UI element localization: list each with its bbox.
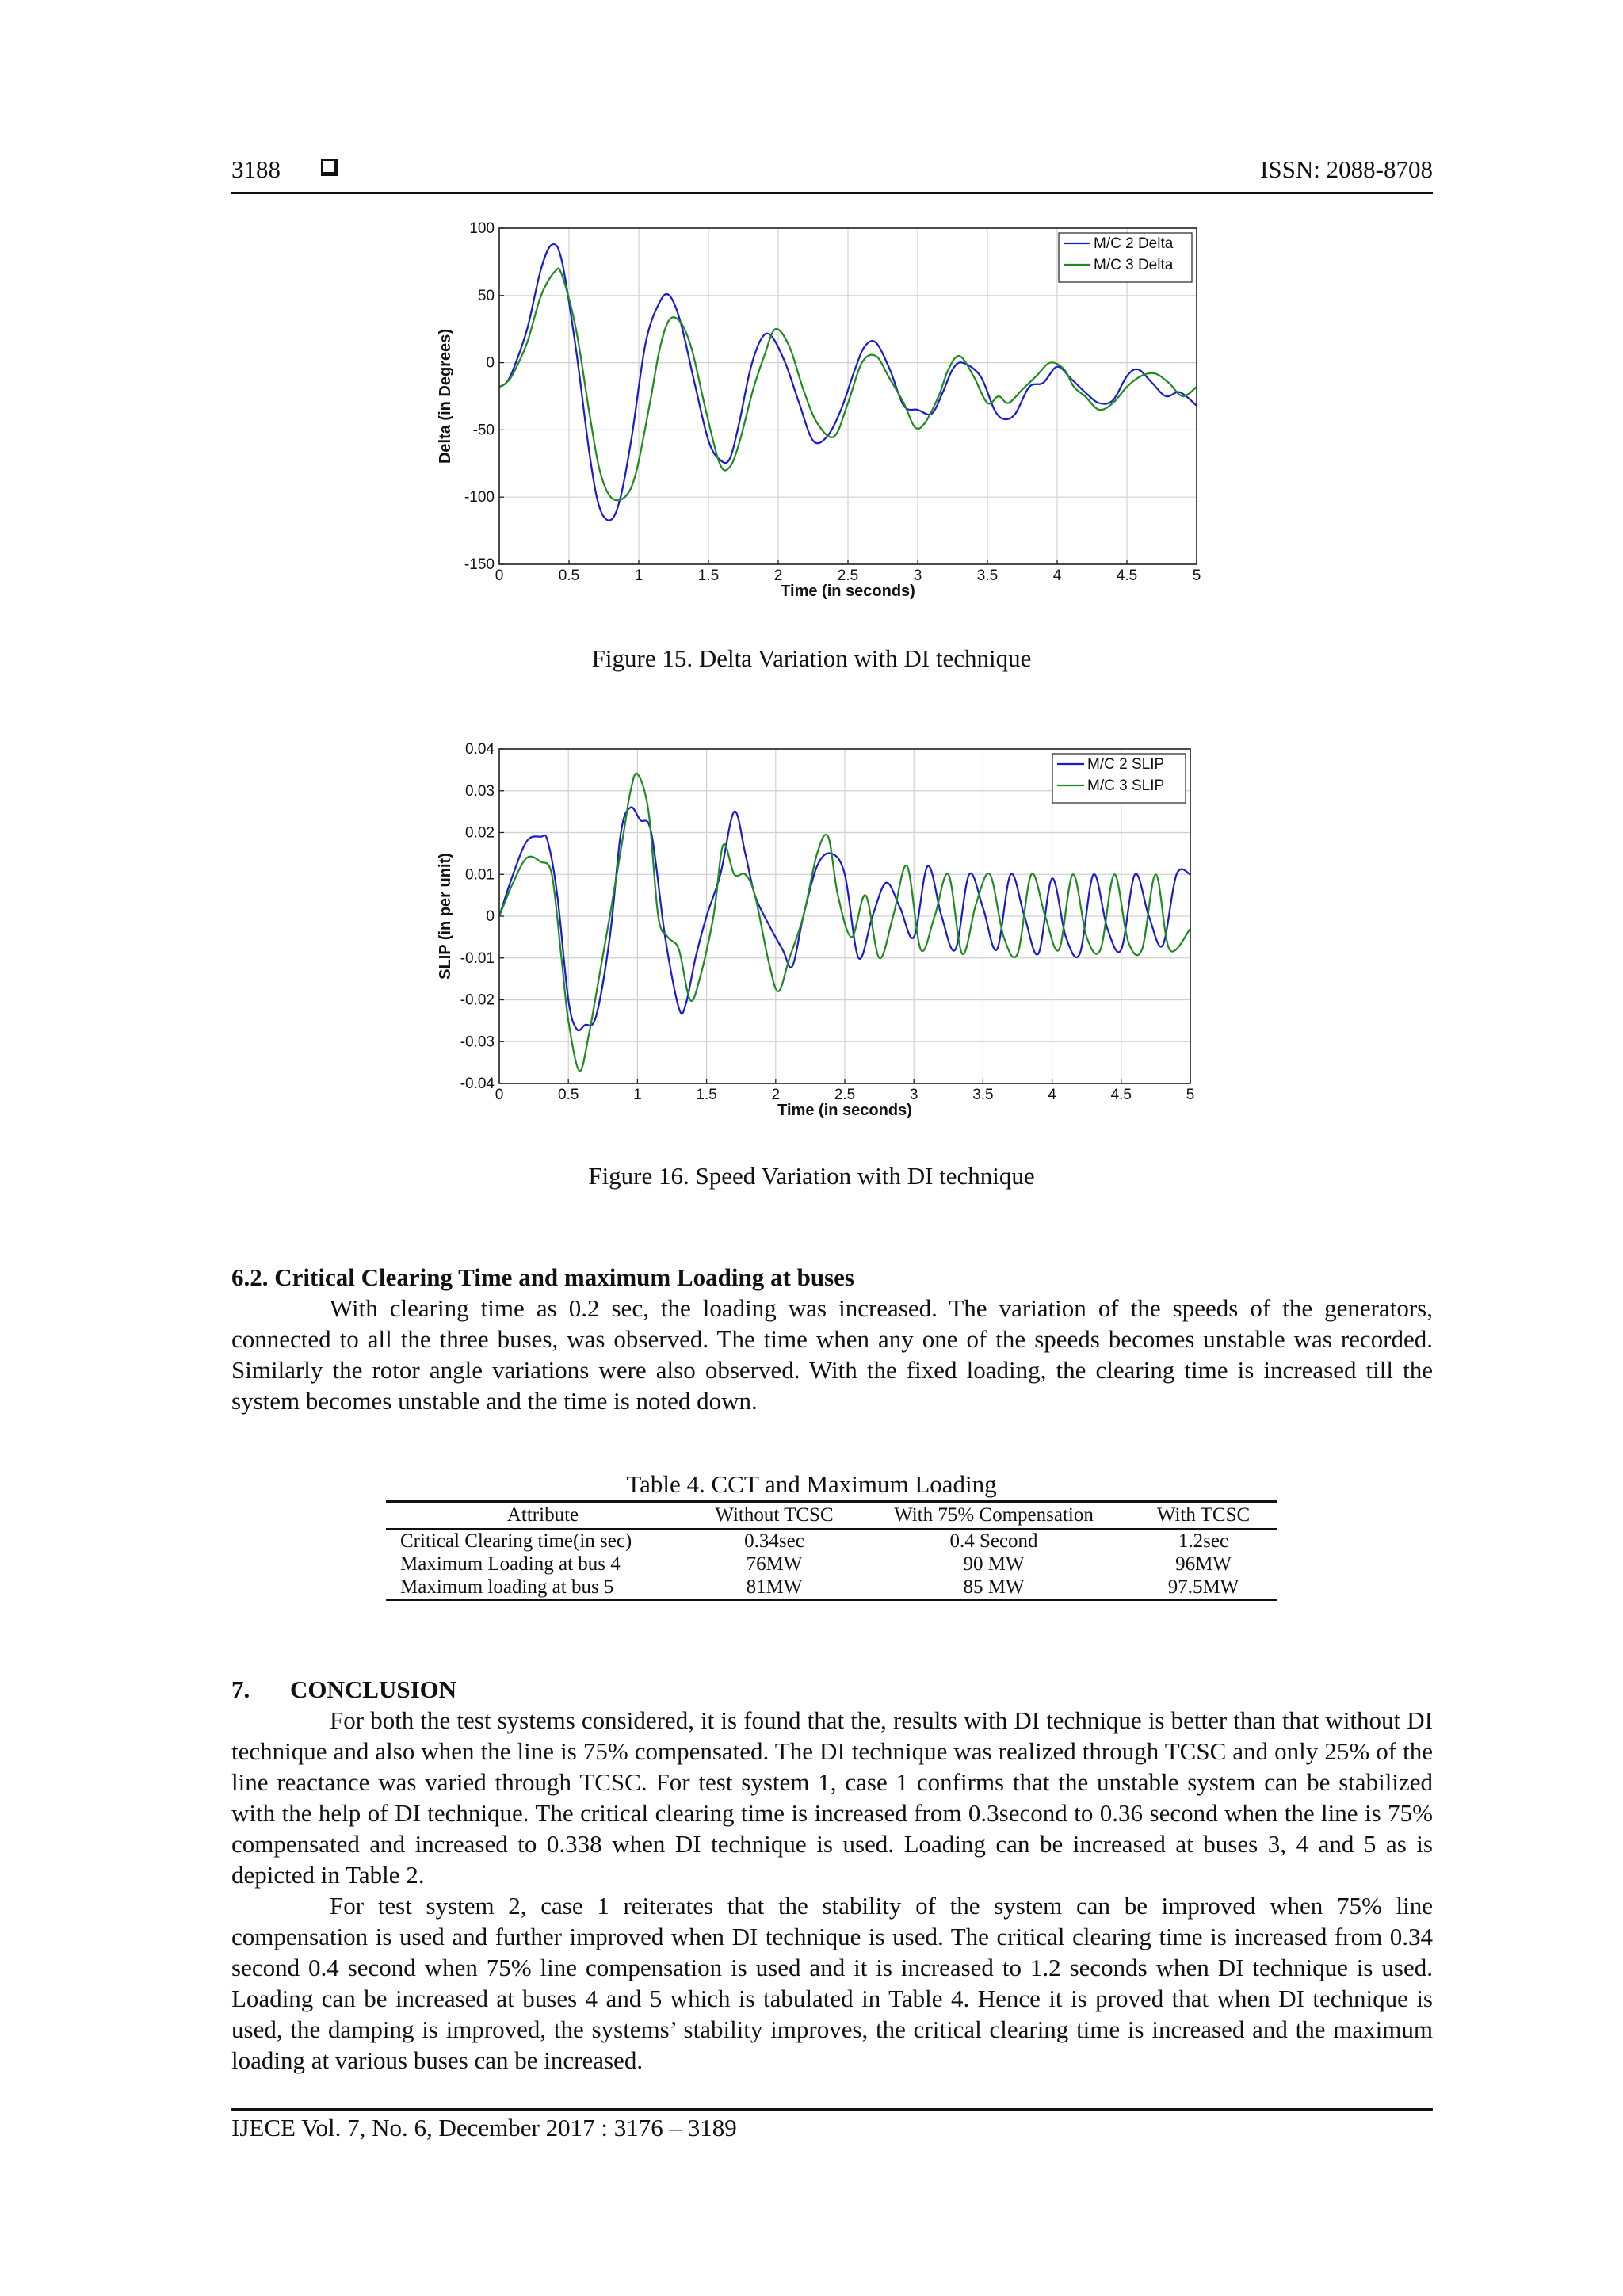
y-tick-label: -100 bbox=[464, 489, 495, 506]
table-header-cell: With 75% Compensation bbox=[858, 1502, 1129, 1530]
table-header-cell: With TCSC bbox=[1129, 1502, 1277, 1530]
footer-rule bbox=[231, 2108, 1433, 2111]
section-paragraph: With clearing time as 0.2 sec, the loading was increased. The variation of the speeds of the generators, connected to all the three buses, was observed. The time when any one of the speeds becomes unstable was recorded. Similarly the rotor angle variations were also observed. With the fixed loading, the clearing time is increased till the system becomes unstable and the time is noted down. bbox=[231, 1294, 1433, 1415]
x-tick-label: 2.5 bbox=[834, 1087, 856, 1103]
y-tick-label: 0 bbox=[486, 908, 495, 925]
section-heading: 6.2. Critical Clearing Time and maximum Loading at buses bbox=[231, 1263, 854, 1291]
y-axis-label: SLIP (in per unit) bbox=[437, 853, 454, 980]
y-tick-label: -0.02 bbox=[460, 991, 495, 1009]
x-tick-label: 1 bbox=[633, 1087, 642, 1103]
x-tick-label: 1 bbox=[634, 567, 643, 584]
y-tick-label: -50 bbox=[472, 422, 495, 439]
x-tick-label: 5 bbox=[1186, 1087, 1195, 1103]
y-axis-label: Delta (in Degrees) bbox=[437, 328, 454, 464]
x-tick-label: 1.5 bbox=[696, 1087, 717, 1103]
y-tick-label: 0.03 bbox=[465, 782, 495, 800]
square-bullet-icon bbox=[321, 159, 338, 176]
legend bbox=[1052, 754, 1186, 803]
table-cell: 76MW bbox=[746, 1553, 803, 1575]
delta-chart bbox=[428, 214, 1220, 610]
y-tick-label: 0 bbox=[486, 354, 495, 372]
x-tick-label: 0.5 bbox=[558, 567, 580, 584]
x-tick-label: 0 bbox=[495, 1087, 504, 1103]
x-axis-label: Time (in seconds) bbox=[781, 583, 915, 600]
x-tick-label: 3 bbox=[913, 567, 922, 584]
figure-16 bbox=[428, 733, 1220, 1133]
x-tick-label: 2.5 bbox=[837, 567, 859, 584]
y-tick-label: 0.02 bbox=[465, 824, 495, 842]
section-6-2 bbox=[231, 1262, 1433, 1416]
legend-label: M/C 2 SLIP bbox=[1087, 756, 1165, 773]
y-tick-label: 100 bbox=[469, 220, 495, 237]
legend-label: M/C 3 Delta bbox=[1094, 257, 1174, 273]
page-header bbox=[231, 155, 1433, 193]
conclusion-heading bbox=[231, 1674, 1433, 1705]
table-cell: 96MW bbox=[1175, 1553, 1232, 1575]
conclusion-section bbox=[231, 1674, 1433, 2076]
legend bbox=[1059, 233, 1192, 282]
issn: ISSN: 2088-8708 bbox=[1260, 155, 1433, 183]
table-header-cell: Without TCSC bbox=[690, 1502, 858, 1530]
y-tick-label: 50 bbox=[477, 287, 495, 304]
x-tick-label: 4 bbox=[1048, 1087, 1056, 1103]
x-axis-label: Time (in seconds) bbox=[777, 1102, 912, 1119]
y-tick-label: -0.04 bbox=[460, 1075, 495, 1092]
heading-text: CONCLUSION bbox=[290, 1675, 457, 1703]
x-tick-label: 4.5 bbox=[1110, 1087, 1132, 1103]
table-cell: 97.5MW bbox=[1129, 1576, 1277, 1600]
x-tick-label: 1.5 bbox=[697, 567, 720, 584]
table-cell: 90 MW bbox=[963, 1553, 1025, 1575]
header-rule bbox=[231, 192, 1433, 194]
x-tick-label: 3.5 bbox=[972, 1087, 994, 1103]
table-cell: 0.34sec bbox=[744, 1530, 804, 1552]
figure-15-caption: Figure 15. Delta Variation with DI technique bbox=[591, 644, 1032, 672]
x-tick-label: 4.5 bbox=[1116, 567, 1138, 584]
x-tick-label: 3.5 bbox=[976, 567, 999, 584]
table-cell: 85 MW bbox=[858, 1576, 1129, 1600]
heading-number: 7. bbox=[231, 1675, 250, 1703]
x-tick-label: 0 bbox=[495, 567, 504, 584]
legend-label: M/C 2 Delta bbox=[1094, 235, 1174, 252]
table-cell: 81MW bbox=[690, 1576, 858, 1600]
table-row bbox=[386, 1553, 1277, 1576]
legend-label: M/C 3 SLIP bbox=[1087, 777, 1165, 794]
table-cell: Critical Clearing time(in sec) bbox=[400, 1530, 632, 1552]
footer-citation: IJECE Vol. 7, No. 6, December 2017 : 3176 – 3189 bbox=[231, 2114, 737, 2141]
table-header-row bbox=[386, 1502, 1277, 1530]
y-tick-label: -0.03 bbox=[460, 1033, 495, 1051]
x-tick-label: 3 bbox=[909, 1087, 918, 1103]
conclusion-paragraph-1: For both the test systems considered, it is found that the, results with DI technique is better than that without DI technique and also when the line is 75% compensated. The DI technique was realized through TCSC and only 25% of the line reactance was varied through TCSC. For test system 1, case 1 confirms that the unstable system can be stabilized with the help of DI technique. The critical clearing time is increased from 0.3second to 0.36 second when the line is 75% compensated and increased to 0.338 when DI technique is used. Loading can be increased at buses 3, 4 and 5 as is depicted in Table 2. bbox=[231, 1706, 1433, 1889]
figure-16-caption: Figure 16. Speed Variation with DI technique bbox=[588, 1162, 1035, 1190]
table-row bbox=[386, 1576, 1277, 1600]
table-4-caption: Table 4. CCT and Maximum Loading bbox=[626, 1470, 997, 1498]
y-tick-label: 0.01 bbox=[465, 866, 495, 884]
page-number: 3188 bbox=[231, 155, 281, 183]
x-tick-label: 5 bbox=[1192, 567, 1201, 584]
x-tick-label: 0.5 bbox=[557, 1087, 579, 1103]
y-tick-label: -150 bbox=[464, 556, 495, 573]
slip-chart bbox=[428, 733, 1220, 1129]
conclusion-paragraph-2: For test system 2, case 1 reiterates that the stability of the system can be improved when 75% line compensation is used and further improved when DI technique is used. The critical clearing time is increased from 0.34 second 0.4 second when 75% line compensation is used and it is increased to 1.2 seconds when DI technique is used. Loading can be increased at buses 4 and 5 which is tabulated in Table 4. Hence it is proved that when DI technique is used, the damping is improved, the systems’ stability improves, the critical clearing time is increased and the maximum loading at various buses can be increased. bbox=[231, 1892, 1433, 2074]
x-tick-label: 4 bbox=[1052, 567, 1062, 584]
table-cell: Maximum Loading at bus 4 bbox=[400, 1553, 621, 1575]
x-tick-label: 2 bbox=[771, 1087, 781, 1103]
table-row bbox=[386, 1529, 1277, 1553]
y-tick-label: 0.04 bbox=[465, 741, 495, 758]
table-header-cell: Attribute bbox=[386, 1502, 690, 1530]
table-cell: 0.4 Second bbox=[949, 1530, 1038, 1552]
x-tick-label: 2 bbox=[773, 567, 783, 584]
y-tick-label: -0.01 bbox=[460, 949, 495, 967]
table-cell: Maximum loading at bus 5 bbox=[386, 1576, 690, 1600]
table-cell: 1.2sec bbox=[1178, 1530, 1229, 1552]
figure-15 bbox=[428, 214, 1220, 614]
table-4 bbox=[386, 1500, 1277, 1601]
